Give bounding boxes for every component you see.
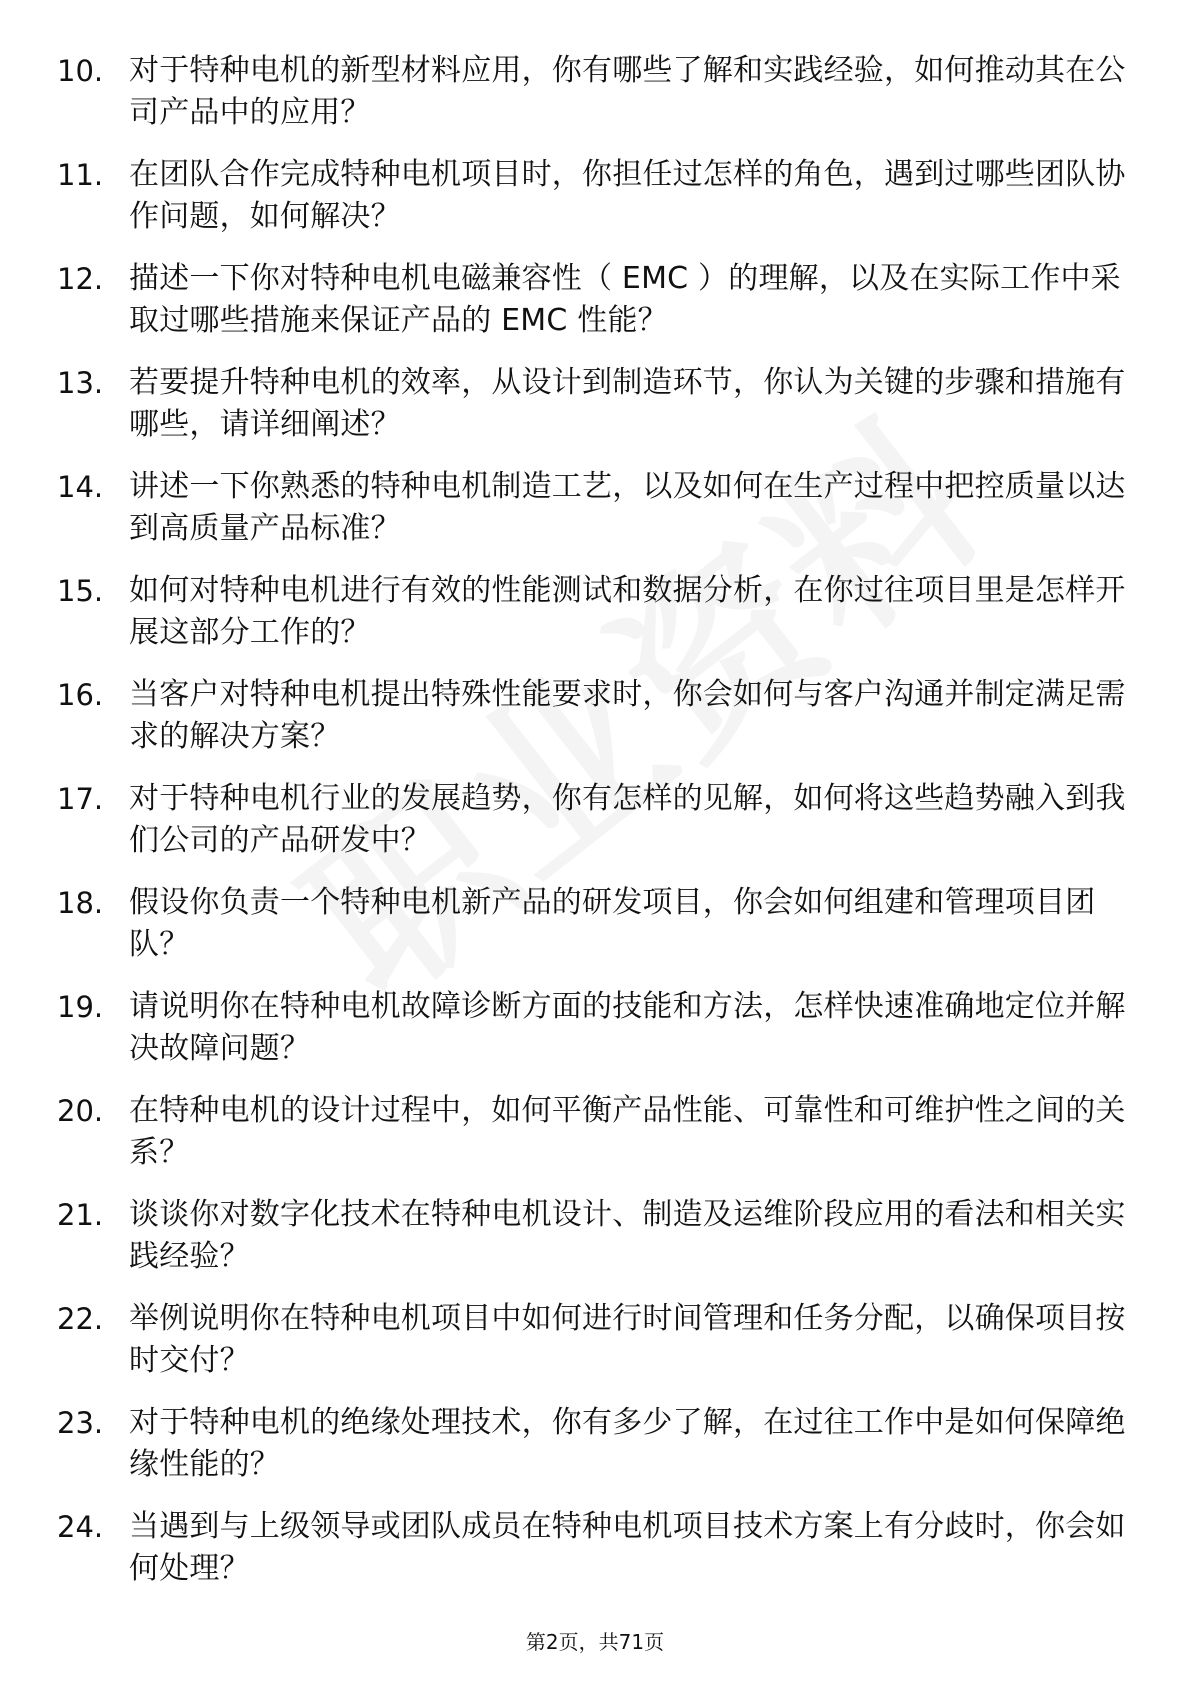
question-text: 描述一下你对特种电机电磁兼容性（ EMC ）的理解，以及在实际工作中采取过哪些措施来保证产品的 EMC 性能？ xyxy=(129,261,1121,338)
question-item xyxy=(57,986,1137,1090)
question-item xyxy=(57,882,1137,986)
question-text: 假设你负责一个特种电机新产品的研发项目，你会如何组建和管理项目团队？ xyxy=(129,885,1096,962)
question-text: 若要提升特种电机的效率，从设计到制造环节，你认为关键的步骤和措施有哪些，请详细阐述？ xyxy=(129,365,1126,442)
question-text: 对于特种电机的绝缘处理技术，你有多少了解，在过往工作中是如何保障绝缘性能的？ xyxy=(129,1405,1126,1482)
question-number: 14. xyxy=(57,470,104,504)
question-number: 18. xyxy=(57,886,104,920)
question-number: 12. xyxy=(57,262,104,296)
question-text: 当遇到与上级领导或团队成员在特种电机项目技术方案上有分歧时，你会如何处理？ xyxy=(129,1509,1126,1586)
question-item xyxy=(57,466,1137,570)
question-number: 24. xyxy=(57,1510,104,1544)
question-item xyxy=(57,674,1137,778)
question-number: 10. xyxy=(57,54,104,88)
question-text: 如何对特种电机进行有效的性能测试和数据分析，在你过往项目里是怎样开展这部分工作的？ xyxy=(129,573,1126,650)
question-number: 13. xyxy=(57,366,104,400)
question-text: 当客户对特种电机提出特殊性能要求时，你会如何与客户沟通并制定满足需求的解决方案？ xyxy=(129,677,1126,754)
question-item xyxy=(57,1298,1137,1402)
question-number: 15. xyxy=(57,574,104,608)
question-number: 19. xyxy=(57,990,104,1024)
question-number: 23. xyxy=(57,1406,104,1440)
question-item xyxy=(57,1402,1137,1506)
question-item xyxy=(57,154,1137,258)
question-text: 对于特种电机的新型材料应用，你有哪些了解和实践经验，如何推动其在公司产品中的应用？ xyxy=(129,53,1126,130)
question-text: 在特种电机的设计过程中，如何平衡产品性能、可靠性和可维护性之间的关系？ xyxy=(129,1093,1126,1170)
question-item xyxy=(57,362,1137,466)
question-text: 在团队合作完成特种电机项目时，你担任过怎样的角色，遇到过哪些团队协作问题，如何解决？ xyxy=(129,157,1126,234)
question-text: 讲述一下你熟悉的特种电机制造工艺，以及如何在生产过程中把控质量以达到高质量产品标准？ xyxy=(129,469,1126,546)
question-item xyxy=(57,1506,1137,1610)
question-item xyxy=(57,1090,1137,1194)
question-text: 请说明你在特种电机故障诊断方面的技能和方法，怎样快速准确地定位并解决故障问题？ xyxy=(129,989,1126,1066)
question-item xyxy=(57,570,1137,674)
question-number: 21. xyxy=(57,1198,104,1232)
question-item xyxy=(57,778,1137,882)
page-footer: 第2页，共71页 xyxy=(525,1630,665,1654)
question-number: 11. xyxy=(57,158,104,192)
question-list xyxy=(57,50,1137,1610)
question-text: 谈谈你对数字化技术在特种电机设计、制造及运维阶段应用的看法和相关实践经验？ xyxy=(129,1197,1126,1274)
question-number: 17. xyxy=(57,782,104,816)
question-item xyxy=(57,50,1137,154)
question-number: 22. xyxy=(57,1302,104,1336)
question-text: 举例说明你在特种电机项目中如何进行时间管理和任务分配，以确保项目按时交付？ xyxy=(129,1301,1126,1378)
question-number: 20. xyxy=(57,1094,104,1128)
question-number: 16. xyxy=(57,678,104,712)
question-text: 对于特种电机行业的发展趋势，你有怎样的见解，如何将这些趋势融入到我们公司的产品研发中？ xyxy=(129,781,1126,858)
question-item xyxy=(57,1194,1137,1298)
question-item xyxy=(57,258,1137,362)
